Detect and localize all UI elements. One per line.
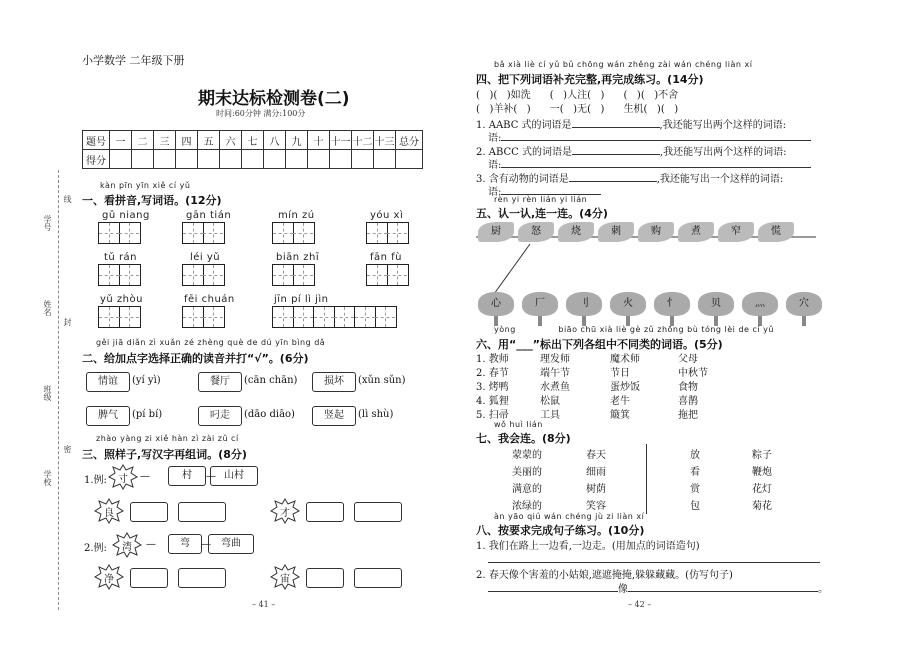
s6-title: 六、用“___”标出下列各组中不同类的词语。(5分)	[476, 338, 723, 351]
leaf-char[interactable]: 窄	[718, 222, 754, 242]
starburst-shape	[270, 564, 300, 590]
s7-right-a[interactable]: 看	[690, 467, 700, 478]
writing-grid[interactable]	[272, 306, 397, 328]
s3-arrow: —	[140, 471, 150, 482]
s4-q2-text: 2. ABCC 式的词语是	[476, 147, 572, 158]
s2-word-box	[198, 372, 242, 392]
s3-answer-box[interactable]	[130, 568, 168, 588]
s4-title: 四、把下列词语补充完整,再完成练习。(14分)	[476, 73, 704, 86]
s7-right-b[interactable]: 鞭炮	[752, 467, 772, 478]
score-header-cell: 九	[286, 131, 308, 150]
s2-word: 脾气	[98, 410, 118, 421]
side-label-student-no: 学号	[43, 215, 52, 231]
s7-right-a[interactable]: 赏	[690, 484, 700, 495]
writing-grid[interactable]	[182, 264, 225, 286]
s4-row2[interactable]: ( )羊补( ) 一( )无( ) 生机( )( )	[476, 104, 679, 115]
s4-q3-text: 3. 含有动物的词语是	[476, 174, 569, 185]
tree-radical[interactable]: 心	[478, 292, 514, 316]
s6-word[interactable]: 3. 烤鸭	[476, 382, 509, 393]
s6-word[interactable]: 蛋炒饭	[610, 382, 640, 393]
s3-ex1-phrase: 山村	[224, 470, 244, 481]
s4-q2-tail: ,我还能写出两个这样的词语:	[659, 147, 787, 158]
answer-line[interactable]	[572, 154, 660, 155]
tree-radical[interactable]: 灬	[742, 292, 778, 316]
writing-grid[interactable]	[366, 264, 409, 286]
s2-pinyin: gěi jiā diǎn zì xuǎn zé zhèng què de dú yīn bìng dǎ	[96, 338, 326, 347]
answer-line[interactable]	[572, 127, 660, 128]
score-cell[interactable]	[308, 150, 330, 169]
s5-pinyin: rèn yi rèn lián yi lián	[494, 195, 588, 204]
s6-word[interactable]: 父母	[678, 354, 698, 365]
tree-radical[interactable]: 厂	[522, 292, 558, 316]
s1-word-pinyin: jīn pí lì jìn	[274, 294, 329, 305]
s1-word-pinyin: mín zú	[278, 210, 315, 221]
s7-left-a[interactable]: 蒙蒙的	[512, 450, 542, 461]
s7-left-a[interactable]: 满意的	[512, 484, 542, 495]
s2-options[interactable]: (yí yì)	[132, 375, 161, 386]
s3-arrow: —	[201, 539, 211, 550]
leaf-char[interactable]: 刺	[598, 222, 634, 242]
leaf-char[interactable]: 烧	[558, 222, 594, 242]
exam-title: 期末达标检测卷(二)	[198, 89, 350, 109]
writing-grid[interactable]	[98, 306, 141, 328]
score-header-cell: 十二	[352, 131, 374, 150]
writing-grid[interactable]	[366, 222, 409, 244]
s6-word[interactable]: 拖把	[678, 410, 698, 421]
s7-left-a[interactable]: 浓绿的	[512, 501, 542, 512]
s3-answer-box[interactable]	[306, 568, 344, 588]
starburst-shape	[270, 498, 300, 524]
s7-right-a[interactable]: 包	[690, 501, 700, 512]
writing-grid[interactable]	[98, 222, 141, 244]
score-header-cell: 十	[308, 131, 330, 150]
score-cell[interactable]	[176, 150, 198, 169]
s6-word[interactable]: 节日	[610, 368, 630, 379]
starburst-shape	[108, 464, 138, 490]
s7-right-a[interactable]: 放	[690, 450, 700, 461]
s2-word: 情谊	[98, 376, 118, 387]
s7-left-b[interactable]: 细雨	[586, 467, 606, 478]
score-header-cell: 二	[132, 131, 154, 150]
s3-ex1-char: 良	[104, 508, 114, 519]
score-header-row	[83, 131, 423, 150]
score-header-cell: 四	[176, 131, 198, 150]
s7-right-b[interactable]: 花灯	[752, 484, 772, 495]
s3-answer-box[interactable]	[130, 502, 168, 522]
s3-ex2-phrase: 弯曲	[221, 538, 241, 549]
writing-grid[interactable]	[272, 264, 315, 286]
answer-line[interactable]	[501, 167, 811, 168]
s6-word[interactable]: 1. 教师	[476, 354, 509, 365]
s4-q3-tail: ,我还能写出一个这样的词语:	[656, 174, 784, 185]
score-cell[interactable]	[374, 150, 396, 169]
s3-answer-box[interactable]	[178, 502, 226, 522]
s2-options[interactable]: (pí bí)	[132, 409, 163, 420]
score-cell[interactable]	[264, 150, 286, 169]
s6-word[interactable]: 食物	[678, 382, 698, 393]
s3-arrow: —	[206, 471, 216, 482]
s6-word[interactable]: 4. 狐狸	[476, 396, 509, 407]
score-cell[interactable]	[396, 150, 423, 169]
s2-word: 损坏	[324, 376, 344, 387]
answer-line[interactable]	[488, 591, 618, 592]
score-header-cell: 五	[198, 131, 220, 150]
tree-radical[interactable]: 火	[610, 292, 646, 316]
s1-word-pinyin: yóu xì	[370, 210, 404, 221]
s8-q2-answer: 像 。	[488, 580, 828, 595]
s5-title: 五、认一认,连一连。(4分)	[476, 207, 608, 220]
page-number-right: – 42 –	[628, 600, 652, 609]
s3-ex1-char: 才	[280, 508, 290, 519]
side-mark-line: 线	[63, 195, 72, 203]
s6-word[interactable]: 簸箕	[610, 410, 630, 421]
page-number-left: – 41 –	[252, 600, 276, 609]
answer-line[interactable]	[628, 591, 818, 592]
s4-q1-tail: ,我还能写出两个这样的词语:	[659, 120, 787, 131]
s4-pinyin: bǎ xià liè cí yǔ bǔ chōng wán zhěng zài wán chéng liàn xí	[494, 60, 753, 69]
s2-word: 餐厅	[210, 376, 230, 387]
s6-word[interactable]: 水煮鱼	[540, 382, 570, 393]
s2-word-box	[198, 406, 242, 426]
s1-word-pinyin: biān zhī	[276, 252, 320, 263]
s6-word[interactable]: 理发师	[540, 354, 570, 365]
s7-left-b[interactable]: 春天	[586, 450, 606, 461]
s7-title: 七、我会连。(8分)	[476, 432, 571, 445]
s2-word-box	[86, 406, 130, 426]
score-header-cell: 八	[264, 131, 286, 150]
answer-line[interactable]	[488, 562, 820, 563]
side-label-class: 班级	[43, 385, 52, 401]
s2-word-box	[86, 372, 130, 392]
s6-word[interactable]: 魔术师	[610, 354, 640, 365]
s4-row1[interactable]: ( )( )如洗 ( )人注( ) ( )( )不舍	[476, 90, 679, 101]
tree-radical[interactable]: 忄	[654, 292, 690, 316]
score-header-cell: 十一	[330, 131, 352, 150]
writing-grid[interactable]	[98, 264, 141, 286]
s3-ex2-word: 弯	[180, 538, 190, 549]
s1-word-pinyin: yǔ zhòu	[100, 294, 143, 305]
s4-q1-text: 1. AABC 式的词语是	[476, 120, 572, 131]
starburst-shape	[94, 564, 124, 590]
s2-word-box	[312, 372, 356, 392]
s3-ex2-char: 净	[104, 574, 114, 585]
side-mark-secret: 密	[63, 445, 72, 453]
s8-title: 八、按要求完成句子练习。(10分)	[476, 524, 645, 537]
s6-word[interactable]: 中秋节	[678, 368, 708, 379]
s2-word: 竖起	[324, 410, 344, 421]
leaf-char[interactable]: 购	[638, 222, 674, 242]
s3-ex1-char: 寸	[118, 474, 128, 485]
s3-answer-box[interactable]	[178, 568, 226, 588]
score-cell[interactable]	[220, 150, 242, 169]
s7-left-a[interactable]: 美丽的	[512, 467, 542, 478]
s6-word[interactable]: 2. 春节	[476, 368, 509, 379]
s2-word-box	[312, 406, 356, 426]
s3-ex1-label: 1.例:	[84, 475, 107, 486]
s7-divider	[646, 444, 647, 514]
s3-ex1-word-box	[168, 466, 206, 486]
s1-title: 一、看拼音,写词语。(12分)	[82, 194, 222, 207]
answer-line[interactable]	[569, 181, 657, 182]
s1-word-pinyin: fēi chuán	[184, 294, 235, 305]
s7-right-b[interactable]: 粽子	[752, 450, 772, 461]
score-value-row	[83, 150, 423, 169]
leaf-char[interactable]: 煮	[678, 222, 714, 242]
s8-q1: 1. 我们在路上一边看,一边走。(用加点的词语造句)	[476, 541, 700, 552]
side-mark-seal: 封	[63, 318, 72, 326]
s2-title: 二、给加点字选择正确的读音并打“√”。(6分)	[82, 352, 309, 365]
s3-ex2-word-box	[168, 534, 202, 554]
s3-arrow: —	[146, 539, 156, 550]
score-header-cell: 一	[110, 131, 132, 150]
side-label-name: 姓名	[43, 300, 52, 316]
score-cell[interactable]	[154, 150, 176, 169]
s6-word[interactable]: 5. 扫帚	[476, 410, 509, 421]
s8-pinyin: àn yāo qiú wán chéng jù zi liàn xí	[494, 512, 645, 521]
s6-word[interactable]: 端午节	[540, 368, 570, 379]
s3-ex2-label: 2.例:	[84, 543, 107, 554]
s2-options[interactable]: (dāo diāo)	[244, 409, 295, 420]
s6-word[interactable]: 工具	[540, 410, 560, 421]
score-header-cell: 七	[242, 131, 264, 150]
writing-grid[interactable]	[182, 222, 225, 244]
s2-options[interactable]: (lì shù)	[358, 409, 394, 420]
s3-ex2-char: 湾	[122, 542, 132, 553]
s1-word-pinyin: gān tián	[186, 210, 232, 221]
score-cell[interactable]	[132, 150, 154, 169]
binding-line	[58, 170, 59, 610]
side-label-school: 学校	[43, 470, 52, 486]
score-row-label: 得分	[83, 150, 110, 169]
s8-q2: 2. 春天像个害羞的小姑娘,遮遮掩掩,躲躲藏藏。(仿写句子)	[476, 570, 733, 581]
s2-options[interactable]: (xǔn sǔn)	[358, 375, 406, 386]
s1-word-pinyin: fān fù	[370, 252, 403, 263]
s3-ex2-char: 宙	[280, 574, 290, 585]
score-header-cell: 三	[154, 131, 176, 150]
leaf-char[interactable]: 慌	[758, 222, 794, 242]
writing-grid[interactable]	[182, 306, 225, 328]
s7-left-b[interactable]: 笑容	[586, 501, 606, 512]
s6-word[interactable]: 喜鹊	[678, 396, 698, 407]
s7-left-b[interactable]: 树荫	[586, 484, 606, 495]
s1-word-pinyin: léi yǔ	[190, 252, 221, 263]
s3-ex1-word: 村	[182, 470, 192, 481]
s3-answer-box[interactable]	[306, 502, 344, 522]
tree-radical[interactable]: 贝	[698, 292, 734, 316]
s4-q3-cont: 语:	[488, 183, 601, 198]
s1-word-pinyin: tǔ rán	[104, 252, 138, 263]
s6-pinyin: yòng biāo chū xià liè gè zǔ zhōng bù tóng lèi de cí yǔ	[494, 325, 774, 334]
page-header: 小学数学 二年级下册	[82, 54, 185, 67]
score-header-cell: 题号	[83, 131, 110, 150]
s3-title: 三、照样子,写汉字再组词。(8分)	[82, 448, 247, 461]
s3-answer-box[interactable]	[354, 502, 402, 522]
starburst-shape	[94, 498, 124, 524]
s7-right-b[interactable]: 菊花	[752, 501, 772, 512]
s3-ex1-phrase-box	[210, 466, 258, 486]
s4-q2-cont: 语:	[488, 156, 811, 171]
score-cell[interactable]	[242, 150, 264, 169]
tree-trunk	[802, 316, 806, 326]
score-cell[interactable]	[110, 150, 132, 169]
score-cell[interactable]	[198, 150, 220, 169]
s6-word[interactable]: 松鼠	[540, 396, 560, 407]
leaf-char[interactable]: 怒	[518, 222, 554, 242]
s8-like: 像	[618, 584, 628, 595]
s3-ex2-phrase-box	[208, 534, 254, 554]
s7-pinyin: wǒ huì lián	[494, 420, 543, 429]
starburst-shape	[112, 532, 142, 558]
s3-pinyin: zhào yàng zi xiě hàn zì zài zǔ cí	[96, 434, 239, 443]
score-header-cell: 总分	[396, 131, 423, 150]
tree-radical[interactable]: 刂	[566, 292, 602, 316]
s2-word: 叼走	[210, 410, 230, 421]
tree-radical[interactable]: 穴	[786, 292, 822, 316]
s4-q1-cont: 语:	[488, 129, 811, 144]
score-cell[interactable]	[286, 150, 308, 169]
score-header-cell: 十三	[374, 131, 396, 150]
s1-pinyin: kàn pīn yīn xiě cí yǔ	[100, 181, 191, 190]
s6-word[interactable]: 老牛	[610, 396, 630, 407]
score-header-cell: 六	[220, 131, 242, 150]
leaf-char[interactable]: 厨	[478, 222, 514, 242]
s2-options[interactable]: (cān chān)	[244, 375, 298, 386]
score-table	[82, 130, 423, 169]
writing-grid[interactable]	[272, 222, 315, 244]
exam-subtitle: 时间:60分钟 满分:100分	[216, 109, 306, 118]
score-cell[interactable]	[330, 150, 352, 169]
score-cell[interactable]	[352, 150, 374, 169]
s1-word-pinyin: gǔ niang	[102, 210, 150, 221]
answer-line[interactable]	[501, 140, 811, 141]
s3-answer-box[interactable]	[354, 568, 402, 588]
